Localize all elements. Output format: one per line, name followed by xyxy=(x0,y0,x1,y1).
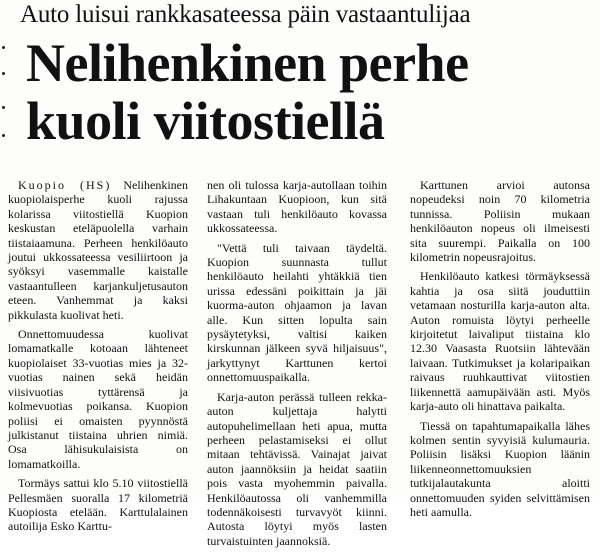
scan-edge-mark xyxy=(2,134,5,137)
article-paragraph: Tiessä on tapahtumapaikalla lähes kolmen sentin syvyisiä kulumauria. Poliisin lisäksi Kuopion läänin liikenneonnettomuuksien tutkijalautakunta aloitti onnettomuuden syiden selvittämisen heti aamulla. xyxy=(410,418,590,519)
article-paragraph: Henkilöauto katkesi törmäyksessä kahtia ja osa siitä jouduttiin vetamaan nosturilla karja-auton alta. Auton romuista löytyi perheelle kirjoitetut laivaliput tiistaina klo 12.30 Vaasasta Ruotsiin lähtevään laivaan. Tutkimukset ja kolaripaikan raivaus ruuhkauttivat viitostien liikennettä aamupäivään asti. Myös karja-auto oli hinattava paikalta. xyxy=(410,269,590,414)
article-paragraph: Karja-auton perässä tulleen rekka-auton kuljettaja halytti autopuhelimellaan heti apua, mutta perheen pelastamiseksi ei ollut mitaan tehtävissä. Vainajat jaivat auton jaannöksiin ja heidat saatiin pois vasta myohemmin paivalla. Henkilöautossa oli vanhemmilla todennäkoisesti turvavyöt kiinni. Autosta löytyi myös lasten turvaistuinten jaannoksiä. xyxy=(207,389,387,548)
headline-line-2: kuoli viitostiellä xyxy=(26,91,385,151)
scan-edge-mark xyxy=(2,46,5,49)
main-headline xyxy=(26,34,469,150)
article-paragraph: Onnettomuudessa kuolivat lomamatkalle kotoaan lähteneet kuopiolaiset 33-vuotias mies ja 32-vuotias nainen sekä heidän viisivuotias tyttärensä ja kolmevuotias poikansa. Kuopion poliisi ei omaisten pyynnöstä julkistanut tiistaina uhrien nimiä. Osa lähisukulaisista on lomamatkoilla. xyxy=(8,327,188,471)
scan-edge-mark xyxy=(2,106,5,109)
article-paragraph: Tormäys sattui klo 5.10 viitostiellä Pellesmäen suoralla 17 kilometriä Kuopiosta etelään. Karttulalainen autoilija Esko Karttu- xyxy=(8,476,188,534)
paragraph-text: Nelihenkinen kuopiolaisperhe kuoli rajussa kolarissa viitostiellä Kuopion keskustan eteläpuolella varhain tiistaiaamuna. Perheen henkilöauto joutui ukkossateessa vesiliirtoon ja syöksyi vasemmalle kaistalle vastaantulleen karjankuljetusauton eteen. Vanhemmat ja kaksi pikkulasta kuolivat heti. xyxy=(8,178,188,322)
headline-line-1: Nelihenkinen perhe xyxy=(26,33,469,93)
article-paragraph xyxy=(8,178,188,322)
article-paragraph: Karttunen arvioi autonsa nopeudeksi noin 70 kilometria tunnissa. Poliisin mukaan henkilöauton nopeus oli ilmeisesti sita suurempi. Paikalla on 100 kilometrin nopeusrajoitus. xyxy=(410,178,590,265)
article-column-3 xyxy=(410,178,590,524)
dateline: Kuopio (HS) xyxy=(18,178,112,192)
article-column-1 xyxy=(8,178,188,539)
article-paragraph: "Vettä tuli taivaan täydeltä. Kuopion suunnasta tullut henkilöauto heilahti yhtäkkiä tien urissa edessäni poikittain ja jäi kuorma-auton ohjaamon ja lavan alle. Kun sitten lopulta sain pysäytetyksi, valtisi kaiken kirskunnan jälkeen syvä hiljaisuus", jarkyttynyt Karttunen kertoi onnettomuuspaikalla. xyxy=(207,240,387,385)
article-column-2 xyxy=(207,178,387,553)
scan-edge-mark xyxy=(2,72,5,75)
kicker-headline: Auto luisui rankkasateessa päin vastaantulijaa xyxy=(20,1,471,28)
article-paragraph: nen oli tulossa karja-autollaan toihin Lihakuntaan Kuopioon, kun sitä vastaan tuli henkilöauto kovassa ukkossateessa. xyxy=(207,178,387,236)
